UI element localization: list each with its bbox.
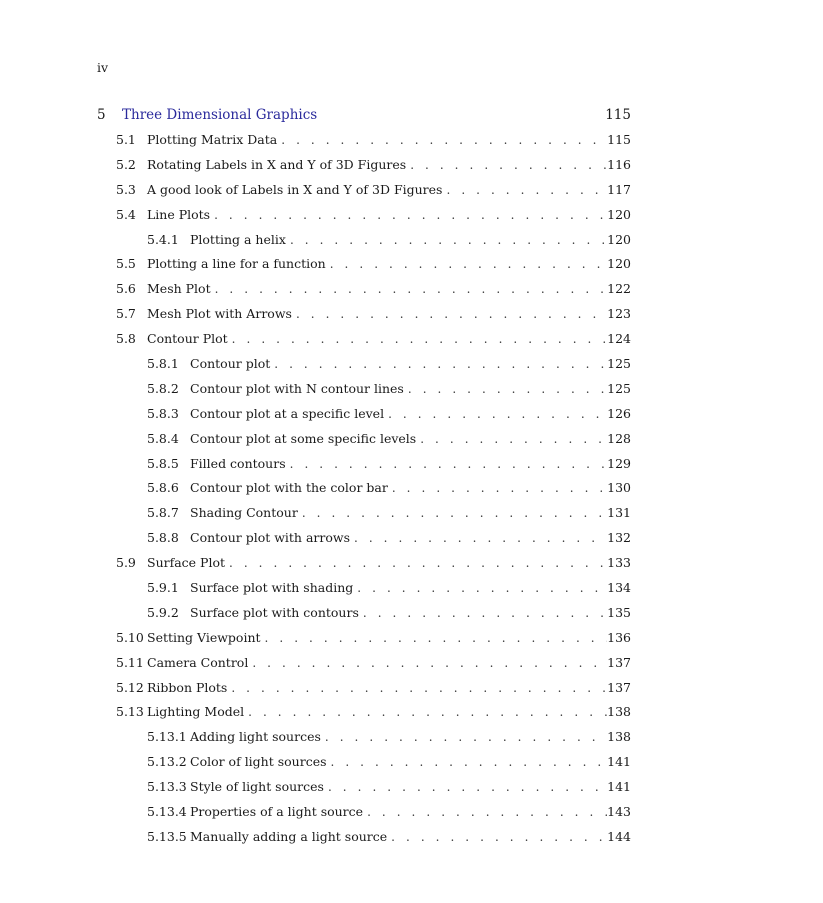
toc-subsection-entry[interactable] [97,530,631,555]
section-page: 130 [607,480,631,496]
dot-leader [302,506,607,520]
section-number: 5.7 [116,306,136,322]
section-title: Contour plot with arrows [190,530,350,546]
dot-leader [290,457,607,471]
section-page: 120 [607,206,631,222]
dot-leader [420,432,607,446]
dot-leader [354,531,607,545]
section-number: 5.9 [116,555,136,571]
section-title: Adding light sources [190,729,321,745]
toc-subsection-entry[interactable] [97,729,631,754]
dot-leader [290,233,607,247]
dot-leader [388,407,607,421]
section-page: 136 [607,629,631,645]
section-number: 5.8.3 [147,405,179,421]
toc-section-entry[interactable] [97,704,631,729]
section-number: 5.11 [116,654,144,670]
section-page: 120 [607,231,631,247]
section-title: Color of light sources [190,754,327,770]
section-number: 5.9.1 [147,580,179,596]
toc-subsection-entry[interactable] [97,232,631,257]
section-title: Plotting a line for a function [147,256,326,272]
dot-leader [391,830,607,844]
section-number: 5.5 [116,256,136,272]
dot-leader [410,158,607,172]
section-number: 5.13.3 [147,779,187,795]
section-number: 5.8.4 [147,430,179,446]
toc-section-entry[interactable] [97,256,631,281]
dot-leader [232,332,607,346]
section-title: Surface plot with contours [190,604,359,620]
section-title: Properties of a light source [190,804,364,820]
section-number: 5.10 [116,629,144,645]
toc-section-entry[interactable] [97,281,631,306]
toc-subsection-entry[interactable] [97,754,631,779]
dot-leader [328,780,607,794]
dot-leader [392,481,607,495]
section-number: 5.8 [116,331,136,347]
toc-subsection-entry[interactable] [97,431,631,456]
dot-leader [215,282,607,296]
section-title: Manually adding a light source [190,828,388,844]
section-title: Surface Plot [147,555,225,571]
dot-leader [229,556,607,570]
section-number: 5.8.7 [147,505,179,521]
toc-subsection-entry[interactable] [97,580,631,605]
section-number: 5.4 [116,206,136,222]
section-number: 5.8.5 [147,455,179,471]
table-of-contents [97,107,631,854]
section-page: 129 [607,455,631,471]
section-number: 5.1 [116,132,136,147]
section-number: 5.6 [116,281,136,297]
toc-entries [97,132,631,854]
toc-subsection-entry[interactable] [97,505,631,530]
section-title: Line Plots [147,206,211,222]
section-page: 131 [607,505,631,521]
section-number: 5.13 [116,704,144,720]
section-title: Contour plot at a specific level [190,405,385,421]
section-number: 5.13.5 [147,828,187,844]
section-number: 5.3 [116,181,136,197]
toc-section-entry[interactable] [97,132,631,157]
toc-section-entry[interactable] [97,555,631,580]
section-title: Surface plot with shading [190,580,354,596]
chapter-page: 115 [605,107,631,123]
dot-leader [331,755,607,769]
section-page: 122 [607,281,631,297]
section-page: 128 [607,430,631,446]
toc-section-entry[interactable] [97,157,631,182]
section-page: 138 [607,729,631,745]
section-title: Shading Contour [190,505,298,521]
section-page: 126 [607,405,631,421]
section-number: 5.8.6 [147,480,179,496]
section-page: 141 [607,754,631,770]
toc-subsection-entry[interactable] [97,480,631,505]
section-page: 132 [607,530,631,546]
dot-leader [367,805,607,819]
dot-leader [265,631,607,645]
section-title: Lighting Model [147,704,245,720]
dot-leader [252,656,607,670]
section-title: Contour plot with N contour lines [190,380,404,396]
section-title: Contour plot [190,356,271,372]
page-number: iv [97,60,109,75]
section-title: Setting Viewpoint [147,629,261,645]
section-title: A good look of Labels in X and Y of 3D Figures [147,181,443,197]
dot-leader [446,183,607,197]
section-number: 5.12 [116,679,144,695]
dot-leader [214,208,607,222]
section-title: Mesh Plot with Arrows [147,306,292,322]
toc-subsection-entry[interactable] [97,829,631,854]
section-title: Style of light sources [190,779,324,795]
section-title: Camera Control [147,654,249,670]
section-title: Contour Plot [147,331,228,347]
section-title: Contour plot with the color bar [190,480,388,496]
toc-section-entry[interactable] [97,207,631,232]
section-page: 125 [607,356,631,372]
section-page: 144 [607,828,631,844]
section-page: 120 [607,256,631,272]
toc-section-entry[interactable] [97,680,631,705]
section-title: Mesh Plot [147,281,211,297]
toc-subsection-entry[interactable] [97,381,631,406]
toc-section-entry[interactable] [97,182,631,207]
section-page: 117 [607,181,631,197]
dot-leader [408,382,607,396]
dot-leader [274,357,607,371]
section-page: 116 [607,156,631,172]
section-page: 143 [607,804,631,820]
section-page: 137 [607,679,631,695]
dot-leader [281,133,607,147]
section-title: Plotting a helix [190,231,286,247]
section-title: Filled contours [190,455,286,471]
section-number: 5.8.2 [147,380,179,396]
toc-subsection-entry[interactable] [97,804,631,829]
dot-leader [248,705,607,719]
section-title: Rotating Labels in X and Y of 3D Figures [147,156,407,172]
toc-section-entry[interactable] [97,630,631,655]
dot-leader [357,581,607,595]
chapter-number: 5 [97,107,106,123]
dot-leader [296,307,607,321]
toc-subsection-entry[interactable] [97,605,631,630]
section-page: 124 [607,331,631,347]
dot-leader [231,681,607,695]
section-page: 138 [607,704,631,720]
section-number: 5.13.2 [147,754,187,770]
toc-section-entry[interactable] [97,331,631,356]
section-number: 5.13.1 [147,729,187,745]
section-page: 137 [607,654,631,670]
section-number: 5.8.1 [147,356,179,372]
chapter-title-link[interactable]: Three Dimensional Graphics [122,107,318,123]
section-page: 141 [607,779,631,795]
section-page: 135 [607,604,631,620]
toc-section-entry[interactable] [97,655,631,680]
section-page: 125 [607,380,631,396]
section-page: 123 [607,306,631,322]
section-title: Plotting Matrix Data [147,132,278,147]
toc-subsection-entry[interactable] [97,779,631,804]
section-page: 133 [607,555,631,571]
toc-subsection-entry[interactable] [97,406,631,431]
dot-leader [330,257,607,271]
section-number: 5.13.4 [147,804,187,820]
section-number: 5.9.2 [147,604,179,620]
section-number: 5.2 [116,156,136,172]
section-page: 115 [607,132,631,147]
section-title: Contour plot at some specific levels [190,430,417,446]
section-number: 5.8.8 [147,530,179,546]
dot-leader [325,730,607,744]
section-page: 134 [607,580,631,596]
section-number: 5.4.1 [147,231,179,247]
dot-leader [363,606,607,620]
toc-subsection-entry[interactable] [97,456,631,481]
toc-section-entry[interactable] [97,306,631,331]
section-title: Ribbon Plots [147,679,228,695]
chapter-heading[interactable] [97,107,631,132]
toc-subsection-entry[interactable] [97,356,631,381]
